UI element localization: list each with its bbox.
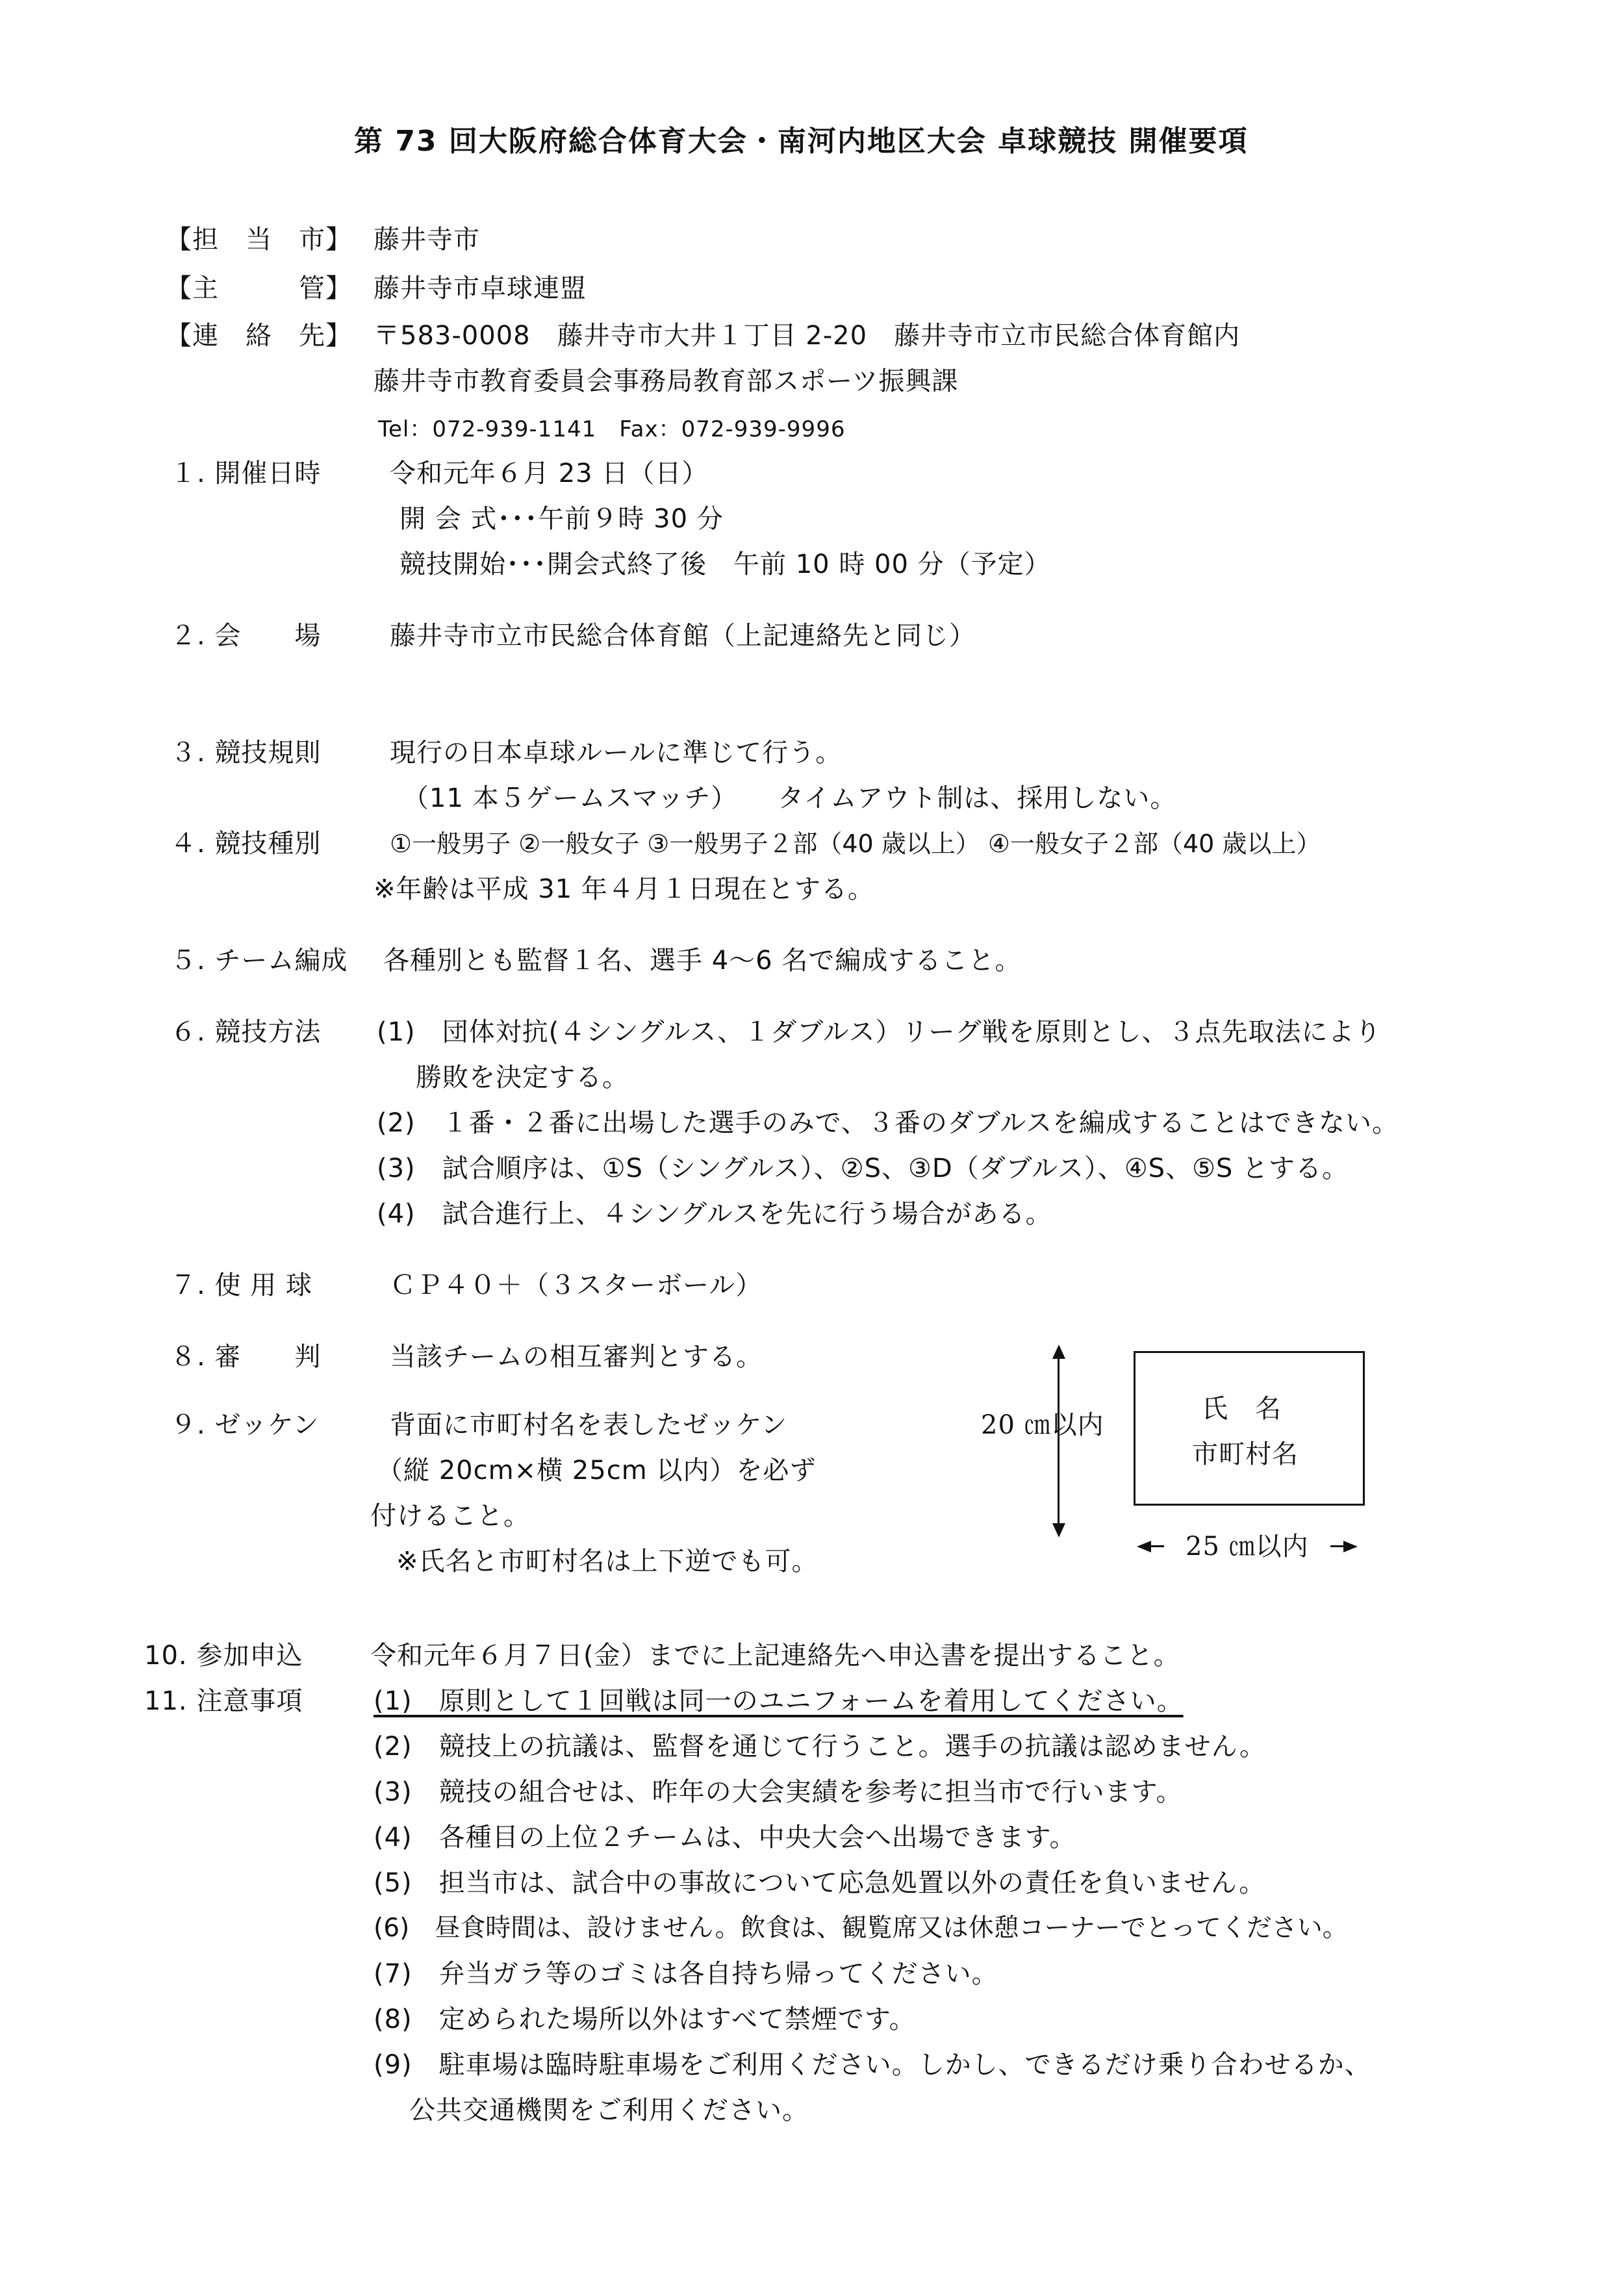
section-1-opening: 開 会 式･･･午前９時 30 分 [400,504,724,534]
section-5-team: 各種別とも監督１名、選手 4～6 名で編成すること。 [383,946,1022,976]
notice-item-5: (5) 担当市は、試合中の事故について応急処置以外の責任を負いません。 [374,1868,1266,1898]
section-9-note: ※氏名と市町村名は上下逆でも可。 [396,1547,818,1576]
height-label: 20 ㎝以内 [981,1410,1104,1440]
contact-phone: Tel：072-939-1141 Fax：072-939-9996 [378,416,846,442]
section-2-venue: 藤井寺市立市民総合体育館（上記連絡先と同じ） [390,621,976,651]
section-6-label: ６. 競技方法 [170,1017,322,1047]
bib-city-label: 市町村名 [1192,1439,1299,1469]
section-7-label: ７. 使 用 球 [170,1271,312,1300]
section-5-label: ５. チーム編成 [170,946,348,976]
bib-box [1134,1351,1365,1506]
host-city-label: 【担 当 市】 [166,225,352,255]
host-city: 藤井寺市 [374,225,480,255]
width-arrow-right-icon [1343,1541,1358,1552]
section-6-item-1: (1) 団体対抗(４シングルス、１ダブルス）リーグ戦を原則とし、３点先取法により [377,1017,1382,1047]
height-arrow-up-icon [1052,1345,1065,1359]
section-7-ball: ＣＰ４０＋（３スターボール） [390,1271,763,1300]
section-10-application: 令和元年６月７日(金）までに上記連絡先へ申込書を提出すること。 [370,1641,1180,1671]
notice-item-1: (1) 原則として１回戦は同一のユニフォームを着用してください。 [374,1686,1184,1716]
contact-label: 【連 絡 先】 [166,321,352,351]
notice-item-2: (2) 競技上の抗議は、監督を通じて行うこと。選手の抗議は認めません。 [374,1732,1267,1762]
section-6-item-1-cont: 勝敗を決定する。 [416,1063,629,1093]
section-9-bib: 背面に市町村名を表したゼッケン [390,1410,788,1440]
height-arrow-line [1058,1358,1059,1526]
notice-item-8: (8) 定められた場所以外はすべて禁煙です。 [374,2004,916,2034]
section-3-label: ３. 競技規則 [170,738,322,768]
notice-item-9-cont: 公共交通機関をご利用ください。 [409,2095,809,2125]
width-arrow-line-right [1330,1545,1345,1547]
height-arrow-down-icon [1052,1523,1065,1537]
section-4-label: ４. 競技種別 [170,829,322,859]
organizer-label: 【主 管】 [166,273,352,303]
section-1-start: 競技開始･･･開会式終了後 午前 10 時 00 分（予定） [400,550,1051,579]
section-9-attach: 付けること。 [370,1501,530,1531]
contact-department: 藤井寺市教育委員会事務局教育部スポーツ振興課 [374,366,959,396]
notice-item-7: (7) 弁当ガラ等のゴミは各自持ち帰ってください。 [374,1959,998,1989]
organizer: 藤井寺市卓球連盟 [374,273,587,303]
section-3-match: （11 本５ゲームスマッチ） タイムアウト制は、採用しない。 [403,783,1177,813]
section-10-label: 10. 参加申込 [144,1641,303,1671]
width-label: 25 ㎝以内 [1186,1532,1309,1562]
contact-address: 〒583-0008 藤井寺市大井１丁目 2-20 藤井寺市立市民総合体育館内 [374,321,1241,351]
section-6-item-3: (3) 試合順序は、①S（シングルス）、②S、③D（ダブルス）、④S、⑤S とする。 [377,1154,1349,1183]
section-8-label: ８. 審 判 [170,1342,322,1372]
section-1-label: １. 開催日時 [170,459,322,488]
notice-item-6: (6) 昼食時間は、設けません。飲食は、観覧席又は休憩コーナーでとってください。 [374,1914,1348,1943]
notice-item-4: (4) 各種目の上位２チームは、中央大会へ出場できます。 [374,1823,1076,1852]
section-6-item-2: (2) １番・２番に出場した選手のみで、３番のダブルスを編成することはできない。 [377,1108,1399,1138]
section-4-categories: ①一般男子 ②一般女子 ③一般男子２部（40 歳以上） ④一般女子２部（40 歳以上） [390,829,1321,858]
section-11-label: 11. 注意事項 [144,1686,303,1716]
section-8-referee: 当該チームの相互審判とする。 [390,1342,763,1372]
section-9-label: ９. ゼッケン [170,1410,320,1440]
section-6-item-4: (4) 試合進行上、４シングルスを先に行う場合がある。 [377,1199,1052,1229]
bib-name-label: 氏 名 [1202,1394,1282,1424]
notice-item-3: (3) 競技の組合せは、昨年の大会実績を参考に担当市で行います。 [374,1777,1183,1807]
document-title: 第 73 回大阪府総合体育大会・南河内地区大会 卓球競技 開催要項 [354,125,1249,158]
notice-item-9: (9) 駐車場は臨時駐車場をご利用ください。しかし、できるだけ乗り合わせるか、 [374,2050,1371,2080]
section-2-label: ２. 会 場 [170,621,322,651]
section-3-rule: 現行の日本卓球ルールに準じて行う。 [390,738,843,768]
section-1-date: 令和元年６月 23 日（日） [390,459,709,488]
section-4-age-note: ※年齢は平成 31 年４月１日現在とする。 [374,874,874,904]
section-9-size: （縦 20cm×横 25cm 以内）を必ず [377,1456,817,1486]
width-arrow-line-left [1150,1545,1164,1547]
width-arrow-left-icon [1137,1541,1151,1552]
